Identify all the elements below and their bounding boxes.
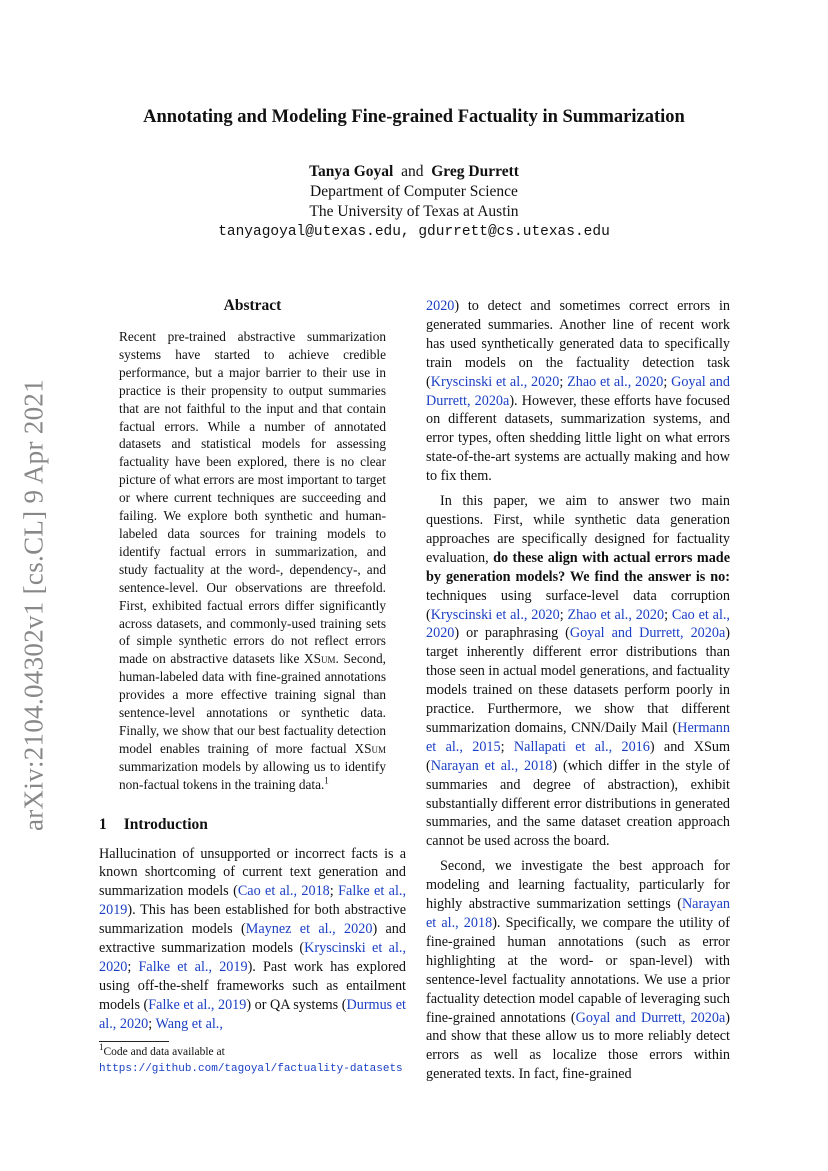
abstract-part-b: . Second, human-labeled data with fine-grained annotations provides a more effective training signal than sentence-level annotations or synthetic data. Finally, we show that our best factuality detection model enables training of more factual bbox=[119, 651, 386, 756]
author-and: and bbox=[401, 163, 424, 180]
xsum-term-2: XSum bbox=[354, 740, 386, 756]
author-block bbox=[0, 162, 828, 242]
citation[interactable]: 2020 bbox=[426, 298, 455, 314]
abstract-part-a: Recent pre-trained abstractive summarization systems have started to achieve credible performance, but a major barrier to their use in practice is their propensity to output summaries that are not faithful to the input and that contain factual errors. While a number of annotated datasets and statistical models for assessing factuality have been explored, there is no clear picture of what errors are most important to target or where current techniques are succeeding and failing. We explore both synthetic and human-labeled data sources for training models to identify factual errors in summarization, and study factuality at the word-, dependency-, and sentence-level. Our observations are threefold. First, exhibited factual errors differ significantly across datasets, and commonly-used training sets of simple synthetic errors do not reflect errors made on abstractive datasets like bbox=[119, 329, 386, 667]
paper-title: Annotating and Modeling Fine-grained Factuality in Summarization bbox=[143, 107, 685, 127]
citation[interactable]: Maynez et al., 2020 bbox=[245, 921, 373, 938]
citation[interactable]: Durmus et al., 2020 bbox=[99, 996, 406, 1032]
citation[interactable]: Goyal and Durrett, 2020a bbox=[575, 1009, 726, 1026]
department: Department of Computer Science bbox=[310, 183, 518, 200]
citation[interactable]: Falke et al., 2019 bbox=[148, 996, 247, 1013]
citation[interactable]: Narayan et al., 2018 bbox=[430, 757, 553, 774]
citation[interactable]: Hermann et al., 2015 bbox=[426, 719, 730, 755]
arxiv-stamp: arXiv:2104.04302v1 [cs.CL] 9 Apr 2021 bbox=[18, 378, 49, 832]
xsum-term: XSum bbox=[304, 651, 336, 667]
left-column bbox=[99, 297, 406, 1034]
university: The University of Texas at Austin bbox=[309, 203, 519, 220]
repo-link[interactable]: https://github.com/tagoyal/factuality-datasets bbox=[99, 1062, 403, 1075]
intro-paragraph-3: Second, we investigate the best approach for modeling and learning factuality, particularly for highly abstractive summarization settings (Narayan et al., 2018). Specifically, we compare the utility of fine-grained human annotations (such as error highlighting at the word- or span-level) with sentence-level factuality annotations. We use a prior factuality detection model capable of leveraging such fine-grained annotations (Goyal and Durrett, 2020a) and show that these allow us to more reliably detect errors as well as localize those errors within generated texts. In fact, fine-grained bbox=[426, 858, 730, 1083]
citation[interactable]: Nallapati et al., 2016 bbox=[513, 738, 650, 755]
citation[interactable]: Zhao et al., 2020 bbox=[567, 373, 664, 390]
citation[interactable]: Narayan et al., 2018 bbox=[426, 896, 730, 931]
right-column bbox=[426, 297, 730, 1084]
citation[interactable]: Falke et al., 2019 bbox=[138, 959, 248, 975]
citation[interactable]: Kryscinski et al., 2020 bbox=[430, 606, 560, 623]
section-heading-introduction: 1 Introduction bbox=[99, 815, 208, 833]
citation[interactable]: Goyal and Durrett, 2020a bbox=[426, 373, 730, 409]
intro-paragraph-1-cont: 2020) to detect and sometimes correct errors in generated summaries. Another line of recent work has used synthetically generated data to specifically train models on the factuality detection task (Kryscinski et al., 2020; Zhao et al., 2020; Goyal and Durrett, 2020a). However, these efforts have focused on different datasets, summarization systems, and error types, often shedding little light on what errors state-of-the-art systems are actually making and how to fix them. bbox=[426, 298, 730, 485]
author-2: Greg Durrett bbox=[431, 163, 519, 180]
citation[interactable]: Falke et al., 2019 bbox=[99, 883, 406, 919]
citation[interactable]: Kryscinski et al., 2020 bbox=[430, 373, 560, 390]
author-1: Tanya Goyal bbox=[309, 163, 394, 180]
author-names bbox=[0, 162, 828, 182]
intro-paragraph-1: Hallucination of unsupported or incorrect facts is a known shortcoming of current text generation and summarization models (Cao et al., 2018; Falke et al., 2019). This has been established for both abstractive summarization models (Maynez et al., 2020) and extractive summarization models (Kryscinski et al., 2020; Falke et al., 2019). Past work has explored using off-the-shelf frameworks such as entailment models (Falke et al., 2019) or QA systems (Durmus et al., 2020; Wang et al., bbox=[99, 845, 407, 1032]
citation[interactable]: Goyal and Durrett, 2020a bbox=[569, 625, 726, 642]
key-finding: do these align with actual errors made by generation models? We find the answer is no: bbox=[426, 549, 730, 585]
footnote-rule bbox=[99, 1041, 169, 1042]
citation[interactable]: Cao et al., 2020 bbox=[426, 606, 730, 642]
abstract-heading: Abstract bbox=[223, 297, 282, 314]
abstract-part-c: summarization models by allowing us to identify non-factual tokens in the training data. bbox=[119, 758, 386, 792]
intro-paragraph-2: In this paper, we aim to answer two main questions. First, while synthetic data generation approaches are specifically designed for factuality evaluation, do these align with actual errors made by generation models? We find the answer is no: techniques using surface-level data corruption (Kryscinski et al., 2020; Zhao et al., 2020; Cao et al., 2020) or paraphrasing (Goyal and Durrett, 2020a) target inherently different error distributions than those seen in actual model generations, and factuality models trained on these datasets perform poorly in practice. Furthermore, we show that different summarization domains, CNN/Daily Mail (Hermann et al., 2015; Nallapati et al., 2016) and XSum (Narayan et al., 2018) (which differ in the style of summaries and degree of abstraction), exhibit substantially different error distributions in generated summaries, and the same dataset creation approach cannot be used across the board. bbox=[426, 493, 730, 850]
citation[interactable]: Wang et al., bbox=[155, 1015, 223, 1032]
abstract-text bbox=[119, 328, 386, 794]
footnote: $^1$Code and data available at https://github.com/tagoyal/factuality-datasets bbox=[99, 1042, 403, 1075]
footnote-marker[interactable]: 1 bbox=[324, 775, 329, 786]
author-emails: tanyagoyal@utexas.edu, gdurrett@cs.utexas.edu bbox=[218, 224, 610, 240]
citation[interactable]: Zhao et al., 2020 bbox=[567, 606, 665, 623]
citation[interactable]: Kryscinski et al., 2020 bbox=[99, 940, 407, 975]
citation[interactable]: Cao et al., 2018 bbox=[237, 883, 330, 900]
